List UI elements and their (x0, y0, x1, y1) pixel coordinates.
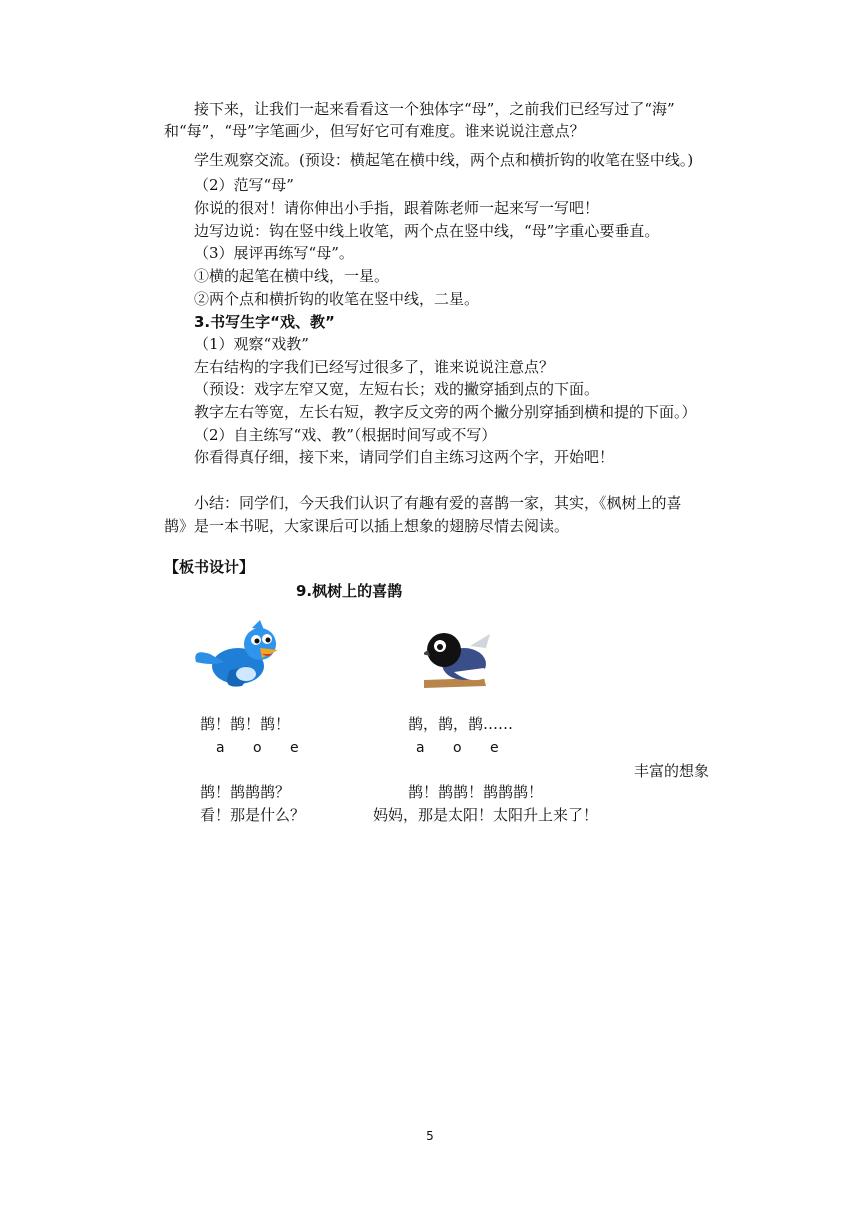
paragraph-10: （1）观察“戏教” (194, 335, 309, 353)
paragraph-14: （2）自主练写“戏、教”（根据时间写或不写） (194, 426, 497, 444)
paragraph-1a: 接下来，让我们一起来看看这一个独体字“母”，之前我们已经写过了“海” (194, 100, 675, 118)
paragraph-4: 你说的很对！请你伸出小手指，跟着陈老师一起来写一写吧！ (194, 199, 600, 217)
blue-bird-icon (190, 614, 290, 694)
paragraph-8: ②两个点和横折钩的收笔在竖中线，二星。 (194, 290, 480, 308)
right-chant-2: 鹊！鹊鹊！鹊鹊鹊！ (408, 783, 544, 801)
paragraph-1b: 和“每”，“母”字笔画少，但写好它可有难度。谁来说说注意点？ (164, 122, 585, 140)
board-title: 9.枫树上的喜鹊 (296, 582, 403, 600)
magpie-icon (424, 626, 494, 690)
left-chant-1: 鹊！鹊！鹊！ (200, 715, 291, 733)
right-pinyin: a o e (416, 740, 511, 756)
board-design-heading: 【板书设计】 (164, 558, 255, 576)
summary-line-1: 小结：同学们，今天我们认识了有趣有爱的喜鹊一家，其实，《枫树上的喜 (194, 494, 682, 512)
paragraph-15: 你看得真仔细，接下来，请同学们自主练习这两个字，开始吧！ (194, 448, 615, 466)
paragraph-13: 教字左右等宽，左长右短，教字反文旁的两个撇分别穿插到横和提的下面。） (194, 403, 697, 421)
right-chant-3: 妈妈，那是太阳！太阳升上来了！ (373, 806, 599, 824)
paragraph-11: 左右结构的字我们已经写过很多了，谁来说说注意点？ (194, 358, 555, 376)
paragraph-7: ①横的起笔在横中线，一星。 (194, 267, 390, 285)
paragraph-6: （3）展评再练写“母”。 (194, 244, 354, 262)
left-chant-3: 看！那是什么？ (200, 806, 306, 824)
section-heading-3: 3.书写生字“戏、教” (194, 313, 335, 331)
paragraph-12: （预设：戏字左窄又宽，左短右长；戏的撇穿插到点的下面。 (194, 380, 600, 398)
paragraph-3: （2）范写“母” (194, 176, 294, 194)
right-chant-1: 鹊，鹊，鹊…… (408, 715, 514, 733)
page-number: 5 (426, 1129, 434, 1143)
imagination-note: 丰富的想象 (634, 762, 710, 780)
summary-line-2: 鹊》是一本书呢，大家课后可以插上想象的翅膀尽情去阅读。 (164, 517, 570, 535)
paragraph-2: 学生观察交流。(预设：横起笔在横中线，两个点和横折钩的收笔在竖中线。) (194, 151, 694, 169)
paragraph-5: 边写边说：钩在竖中线上收笔，两个点在竖中线，“母”字重心要垂直。 (194, 222, 660, 240)
left-pinyin: a o e (216, 740, 311, 756)
left-chant-2: 鹊！鹊鹊鹊？ (200, 783, 291, 801)
